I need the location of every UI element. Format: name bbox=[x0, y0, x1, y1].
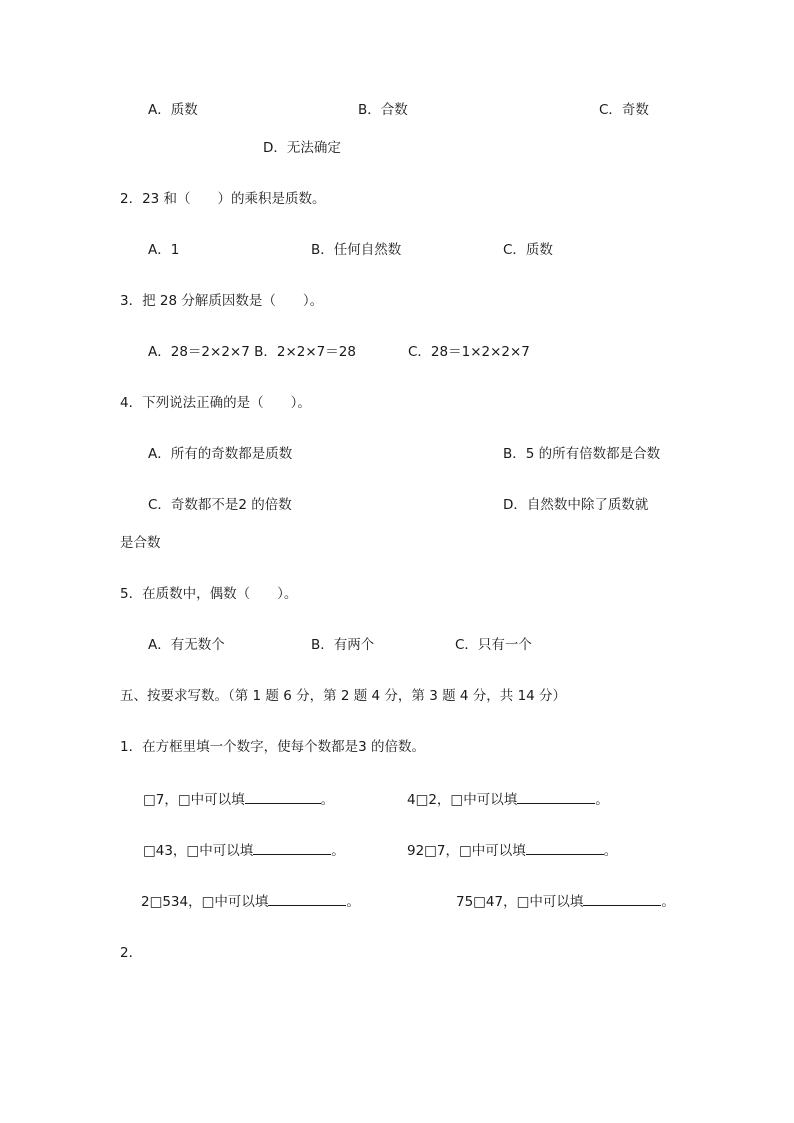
fill-item-3-text: □43，□中可以填 bbox=[143, 843, 254, 859]
q1-option-a: A．质数 bbox=[148, 102, 198, 118]
fill-item-5 bbox=[141, 891, 360, 911]
q5-option-c: C．只有一个 bbox=[455, 637, 532, 653]
fill-item-4-end: 。 bbox=[603, 843, 618, 859]
answer-blank-2[interactable] bbox=[517, 789, 595, 804]
fill-item-2-end: 。 bbox=[595, 792, 609, 808]
q4-option-a: A．所有的奇数都是质数 bbox=[148, 446, 293, 462]
q5-option-b: B．有两个 bbox=[311, 637, 375, 653]
q2-option-a: A．1 bbox=[148, 242, 180, 258]
s5-q1-stem: 1．在方框里填一个数字，使每个数都是3 的倍数。 bbox=[120, 739, 425, 755]
answer-blank-3[interactable] bbox=[253, 840, 331, 855]
fill-item-4-text: 92□7，□中可以填 bbox=[407, 843, 526, 859]
fill-item-4 bbox=[407, 840, 617, 860]
section-heading: 五、按要求写数。（第 1 题 6 分，第 2 题 4 分，第 3 题 4 分，共 14 分） bbox=[120, 688, 567, 704]
q4-option-d: D．自然数中除了质数就 bbox=[503, 497, 649, 513]
fill-item-3 bbox=[143, 840, 345, 860]
fill-item-2 bbox=[407, 789, 609, 809]
q1-option-c: C．奇数 bbox=[599, 102, 649, 118]
s5-q2-stem: 2． bbox=[120, 945, 143, 961]
fill-item-1-end: 。 bbox=[320, 792, 335, 808]
answer-blank-1[interactable] bbox=[245, 789, 321, 804]
q4-option-c: C．奇数都不是2 的倍数 bbox=[148, 497, 292, 513]
q2-option-b: B．任何自然数 bbox=[311, 242, 402, 258]
fill-item-6-end: 。 bbox=[661, 894, 675, 910]
q1-option-d: D．无法确定 bbox=[263, 140, 341, 156]
fill-item-2-text: 4□2，□中可以填 bbox=[407, 792, 518, 808]
q3-option-c: C．28＝1×2×2×7 bbox=[408, 344, 530, 360]
q1-option-b: B．合数 bbox=[358, 102, 408, 118]
fill-item-5-end: 。 bbox=[346, 894, 360, 910]
fill-item-6-text: 75□47，□中可以填 bbox=[456, 894, 584, 910]
q3-option-ab: A．28＝2×2×7 B．2×2×7＝28 bbox=[148, 344, 356, 360]
q4-option-b: B．5 的所有倍数都是合数 bbox=[503, 446, 661, 462]
q5-option-a: A．有无数个 bbox=[148, 637, 225, 653]
fill-item-6 bbox=[456, 891, 675, 911]
q5-stem: 5．在质数中，偶数（ ）。 bbox=[120, 586, 298, 602]
q4-option-d-continued: 是合数 bbox=[120, 535, 161, 551]
fill-item-1 bbox=[143, 789, 334, 809]
q2-stem: 2．23 和（ ）的乘积是质数。 bbox=[120, 191, 326, 207]
q4-stem: 4．下列说法正确的是（ ）。 bbox=[120, 395, 311, 411]
answer-blank-5[interactable] bbox=[268, 891, 346, 906]
fill-item-3-end: 。 bbox=[331, 843, 345, 859]
fill-item-1-text: □7，□中可以填 bbox=[143, 792, 245, 808]
answer-blank-6[interactable] bbox=[583, 891, 661, 906]
answer-blank-4[interactable] bbox=[526, 840, 604, 855]
q2-option-c: C．质数 bbox=[503, 242, 553, 258]
fill-item-5-text: 2□534，□中可以填 bbox=[141, 894, 269, 910]
q3-stem: 3．把 28 分解质因数是（ ）。 bbox=[120, 293, 324, 309]
